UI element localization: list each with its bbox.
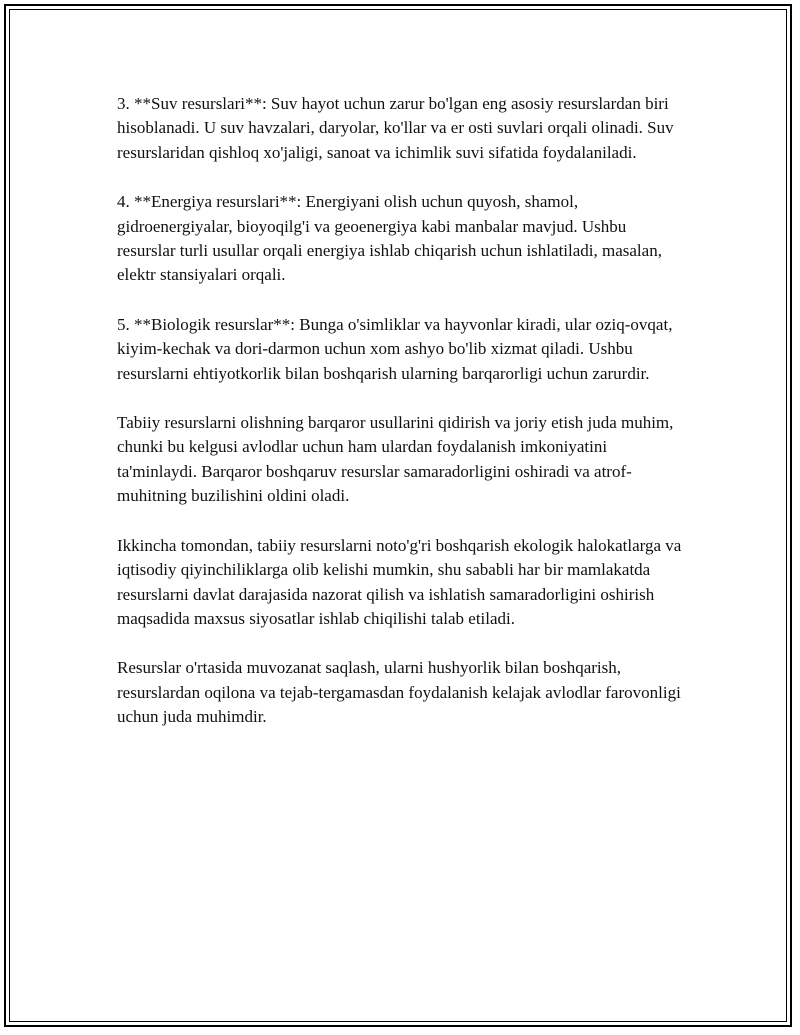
paragraph-biological-resources: 5. **Biologik resurslar**: Bunga o'simliklar va hayvonlar kiradi, ular oziq-ovqat, kiyim-kechak va dori-darmon uchun xom ashyo bo'lib xizmat qiladi. Ushbu resurslarni ehtiyotkorlik bilan boshqarish ularning barqarorligi uchun zarurdir. [117, 314, 673, 383]
paragraph-mismanagement: Ikkincha tomondan, tabiiy resurslarni noto'g'ri boshqarish ekologik halokatlarga va iqtisodiy qiyinchiliklarga olib kelishi mumkin, shu sababli har bir mamlakatda resurslarni davlat darajasida nazorat qilish va ishlatish samaradorligini oshirish maqsadida maxsus siyosatlar ishlab chiqilishi talab etiladi. [117, 535, 682, 628]
paragraph-sustainable-use: Tabiiy resurslarni olishning barqaror usullarini qidirish va joriy etish juda muhim, chunki bu kelgusi avlodlar uchun ham ulardan foydalanish imkoniyatini ta'minlaydi. Barqaror boshqaruv resurslar samaradorligini oshiradi va atrof-muhitning buzilishini oldini oladi. [117, 413, 674, 506]
paragraph-energy-resources: 4. **Energiya resurslari**: Energiyani olish uchun quyosh, shamol, gidroenergiyalar, bioyoqilg'i va geoenergiya kabi manbalar mavjud. Ushbu resurslar turli usullar orqali energiya ishlab chiqarish uchun ishlatiladi, masalan, elektr stansiyalari orqali. [117, 192, 662, 285]
document-body [117, 92, 689, 755]
paragraph-water-resources: 3. **Suv resurslari**: Suv hayot uchun zarur bo'lgan eng asosiy resurslardan biri hisoblanadi. U suv havzalari, daryolar, ko'llar va er osti suvlari orqali olinadi. Suv resurslaridan qishloq xo'jaligi, sanoat va ichimlik suvi sifatida foydalaniladi. [117, 94, 674, 162]
paragraph-conclusion: Resurslar o'rtasida muvozanat saqlash, ularni hushyorlik bilan boshqarish, resurslardan oqilona va tejab-tergamasdan foydalanish kelajak avlodlar farovonligi uchun juda muhimdir. [117, 658, 681, 727]
